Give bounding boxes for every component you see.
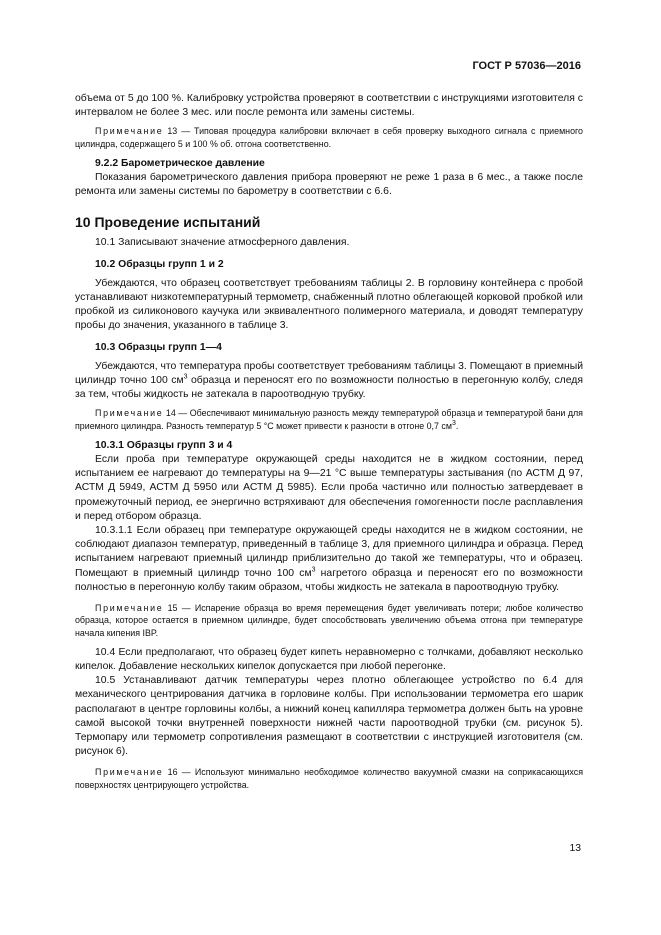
text-part: 10.3.1.1 Если образец при температуре окружающей среды находится не в жидком состоянии, не соблюдают диапазон температур, приведенный в таблице 3, для приемного цилиндра и образца. Перед испытанием нагревают приемный цилиндр приблизительно до такой же температуры, что и образец. Помещают в приемный цилиндр точно 100 см — [75, 525, 583, 579]
paragraph-10-3-1: Если проба при температуре окружающей среды находится не в жидком состоянии, перед испытанием ее нагревают до температуры на 9—21 °С выше температуры застывания (по АСТМ Д 97, АСТМ Д 5949, АСТМ Д 5950 или АСТМ Д 5985). Если проба частично или полностью затвердевает в промежуточный период, ее энергично встряхивают для обеспечения гомогенности после расплавления и перед отбором образца. — [75, 454, 583, 522]
note-label: Примечание — [95, 603, 164, 614]
note-13 — [75, 125, 583, 149]
note-16 — [75, 766, 583, 790]
text-part: Убеждаются, что температура пробы соответствует требованиям таблицы 3. Помещают в приемный цилиндр точно 100 см — [75, 360, 583, 387]
note-text: 13 — Типовая процедура калибровки включает в себя проверку выходного сигнала с приемного цилиндра, содержащего 5 и 100 % об. отгона соответственно. — [75, 126, 583, 149]
note-label: Примечание — [95, 767, 164, 778]
paragraph-9-2-2: Показания барометрического давления прибора проверяют не реже 1 раза в 6 мес., а также после ремонта или замены системы по барометру в соответствии с 6.6. — [75, 172, 583, 198]
superscript: 3 — [183, 373, 188, 381]
page-content — [75, 92, 583, 791]
note-14 — [75, 407, 583, 431]
text-part: нагретого образца и переносят его по возможности полностью в перегонную колбу таким образом, чтобы жидкость не затекала в пароотводную трубку. — [75, 567, 583, 593]
paragraph-10-2: Убеждаются, что образец соответствует требованиям таблицы 2. В горловину контейнера с пробой устанавливают низкотемпературный термометр, снабженный плотно облегающей корковой пробкой или пробкой из силиконового каучука или эквивалентного полимерного материала, и доводят температуру пробы до значения, указанного в таблице 3. — [75, 277, 583, 332]
note-text: 15 — Испарение образца во время перемещения будет увеличивать потери; любое количество образца, которое остается в приемном цилиндре, будет способствовать увеличению объема отгона при температуре начала кипения IBP. — [75, 603, 583, 638]
note-text: 14 — Обеспечивают минимальную разность между температурой образца и температурой бани для приемного цилиндра. Разность температур 5 °С может привести к разности в отгоне 0,7 см — [75, 408, 583, 431]
paragraph-10-1: 10.1 Записывают значение атмосферного давления. — [95, 237, 350, 249]
text-part: образца и переносят его по возможности полностью в перегонную колбу, следя за тем, чтобы жидкость не затекала в пароотводную трубку. — [75, 375, 583, 401]
superscript: 3 — [311, 566, 316, 574]
note-label: Примечание — [95, 126, 164, 137]
note-15 — [75, 602, 583, 639]
page-number: 13 — [569, 843, 581, 854]
note-text: 16 — Используют минимально необходимое количество вакуумной смазки на соприкасающихся поверхностях центрирующего устройства. — [75, 767, 583, 790]
paragraph-calibration-end: объема от 5 до 100 %. Калибровку устройства проверяют в соответствии с инструкциями изготовителя с интервалом не более 3 мес. или после ремонта или замены системы. — [75, 93, 583, 119]
heading-10-3-1: 10.3.1 Образцы групп 3 и 4 — [95, 439, 233, 451]
note-label: Примечание — [95, 408, 164, 419]
note-text: . — [455, 420, 459, 431]
paragraph-10-3 — [75, 360, 583, 403]
standard-header: ГОСТ Р 57036—2016 — [472, 60, 581, 72]
superscript: 3 — [451, 419, 456, 427]
paragraph-10-4: 10.4 Если предполагают, что образец будет кипеть неравномерно с толчками, добавляют несколько кипелок. Добавление нескольких кипелок допускается при любой перегонке. — [75, 646, 583, 672]
paragraph-10-5: 10.5 Устанавливают датчик температуры через плотно облегающее устройство по 6.4 для механического центрирования датчика в горловине колбы. При использовании термометра его шарик располагают в центре горловины колбы, а нижний конец капилляра термометра должен быть на уровне самой высокой точки внутренней поверхности нижней части пароотводной трубки (см. рисунок 5). Термопару или термометр сопротивления размещают в соответствии с инструкцией изготовителя (см. рисунок 6). — [75, 675, 583, 758]
section-heading-10: 10 Проведение испытаний — [75, 214, 261, 231]
paragraph-10-3-1-1 — [75, 524, 583, 595]
heading-10-3: 10.3 Образцы групп 1—4 — [95, 341, 222, 353]
heading-9-2-2: 9.2.2 Барометрическое давление — [95, 157, 265, 169]
heading-10-2: 10.2 Образцы групп 1 и 2 — [95, 258, 224, 270]
